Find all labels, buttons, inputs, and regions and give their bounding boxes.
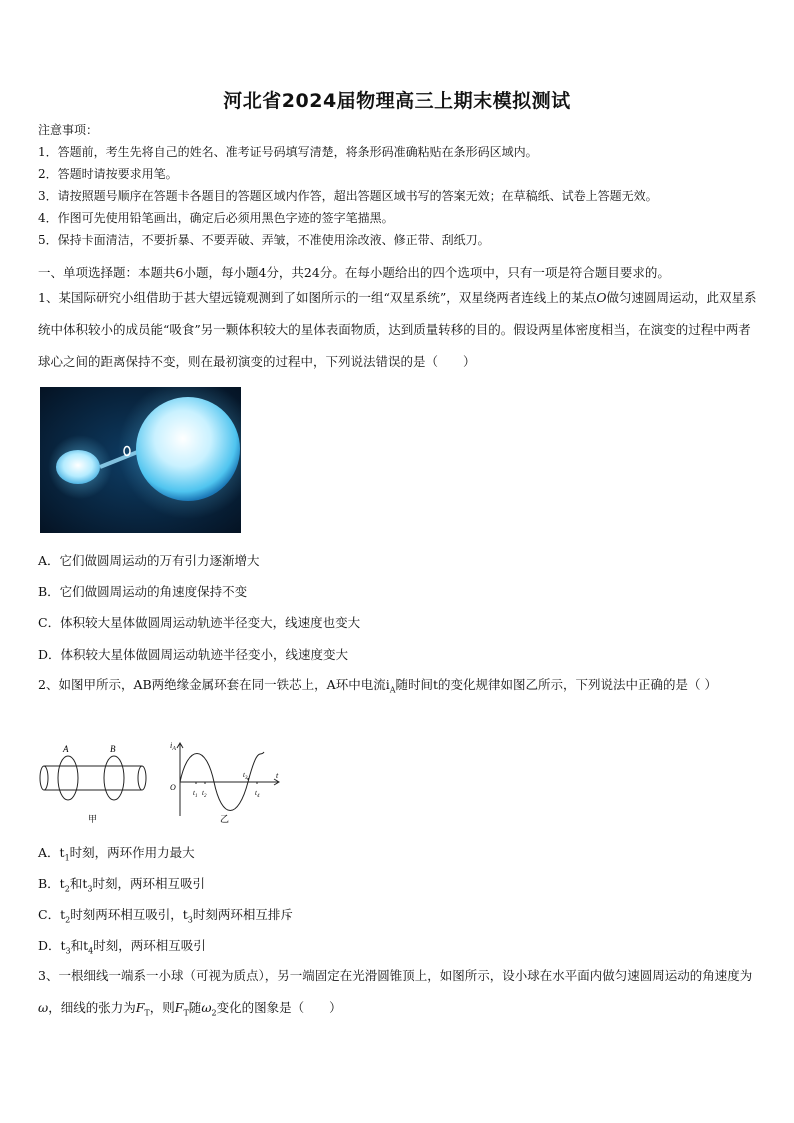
question-1-option-b: B．它们做圆周运动的角速度保持不变 (38, 584, 248, 599)
iron-core-diagram (40, 756, 146, 800)
figure-yi-caption: 乙 (220, 814, 230, 824)
page-title: 河北省2024届物理高三上期末模拟测试 (223, 90, 571, 112)
notice-item: 4．作图可先使用铅笔画出，确定后必须用黑色字迹的签字笔描黑。 (38, 211, 394, 225)
t2-label: $t_2$ (202, 789, 207, 799)
notice-item: 1．答题前，考生先将自己的姓名、准考证号码填写清楚，将条形码准确粘贴在条形码区域内。 (38, 145, 538, 159)
question-2-stem: 2、如图甲所示，AB两绝缘金属环套在同一铁芯上，A环中电流$i_A$随时间t的变化规律如图乙所示，下列说法中正确的是（ ） (38, 677, 717, 695)
t1-label: $t_1$ (193, 789, 198, 799)
question-2-option-c: C．$t_2$时刻两环相互吸引，$t_3$时刻两环相互排斥 (38, 907, 293, 925)
binary-star-image (40, 387, 241, 533)
rings-and-current-figure (38, 738, 290, 828)
question-1-option-c: C．体积较大星体做圆周运动轨迹半径变大，线速度也变大 (38, 615, 361, 630)
question-2-option-d: D．$t_3$和$t_4$时刻，两环相互吸引 (38, 938, 206, 956)
notice-heading: 注意事项： (38, 123, 99, 137)
ring-b-label: B (110, 744, 116, 754)
question-2-option-b: B．$t_2$和$t_3$时刻，两环相互吸引 (38, 876, 205, 894)
current-graph (177, 743, 279, 816)
graph-x-label: t (276, 771, 279, 780)
notice-item: 3．请按照题号顺序在答题卡各题目的答题区域内作答，超出答题区域书写的答案无效；在草稿纸、试卷上答题无效。 (38, 189, 658, 203)
graph-y-label: $i_A$ (170, 741, 176, 752)
question-3-stem: 3、一根细线一端系一小球（可视为质点），另一端固定在光滑圆锥顶上，如图所示，设小球在水平面内做匀速圆周运动的角速度为ω，细线的张力为$F_T$，则$F_T$随$\omega_2$变化的图象是（ ） (38, 968, 753, 1018)
ring-a-label: A (63, 744, 69, 754)
t4-label: $t_4$ (255, 789, 260, 799)
question-1-option-a: A．它们做圆周运动的万有引力逐渐增大 (38, 553, 260, 568)
graph-origin-label: O (170, 783, 176, 792)
question-2-option-a: A．$t_1$时刻，两环作用力最大 (38, 845, 195, 863)
notice-item: 2．答题时请按要求用笔。 (38, 167, 178, 181)
question-1-stem: 1、某国际研究小组借助于甚大望远镜观测到了如图所示的一组“双星系统”，双星绕两者连线上的某点O做匀速圆周运动，此双星系统中体积较小的成员能“吸食”另一颗体积较大的星体表面物质，达到质量转移的目的。假设两星体密度相当，在演变的过程中两者球心之间的距离保持不变，则在最初演变的过程中，下列说法错误的是（ ） (38, 290, 757, 369)
notice-item: 5．保持卡面清洁，不要折暴、不要弄破、弄皱，不准使用涂改液、修正带、刮纸刀。 (38, 233, 490, 247)
question-1-option-d: D．体积较大星体做圆周运动轨迹半径变小，线速度变大 (38, 647, 349, 662)
t3-label: $t_3$ (243, 771, 248, 781)
section-heading: 一、单项选择题：本题共6小题，每小题4分，共24分。在每小题给出的四个选项中，只有一项是符合题目要求的。 (38, 265, 670, 280)
figure-jia-caption: 甲 (88, 814, 98, 824)
